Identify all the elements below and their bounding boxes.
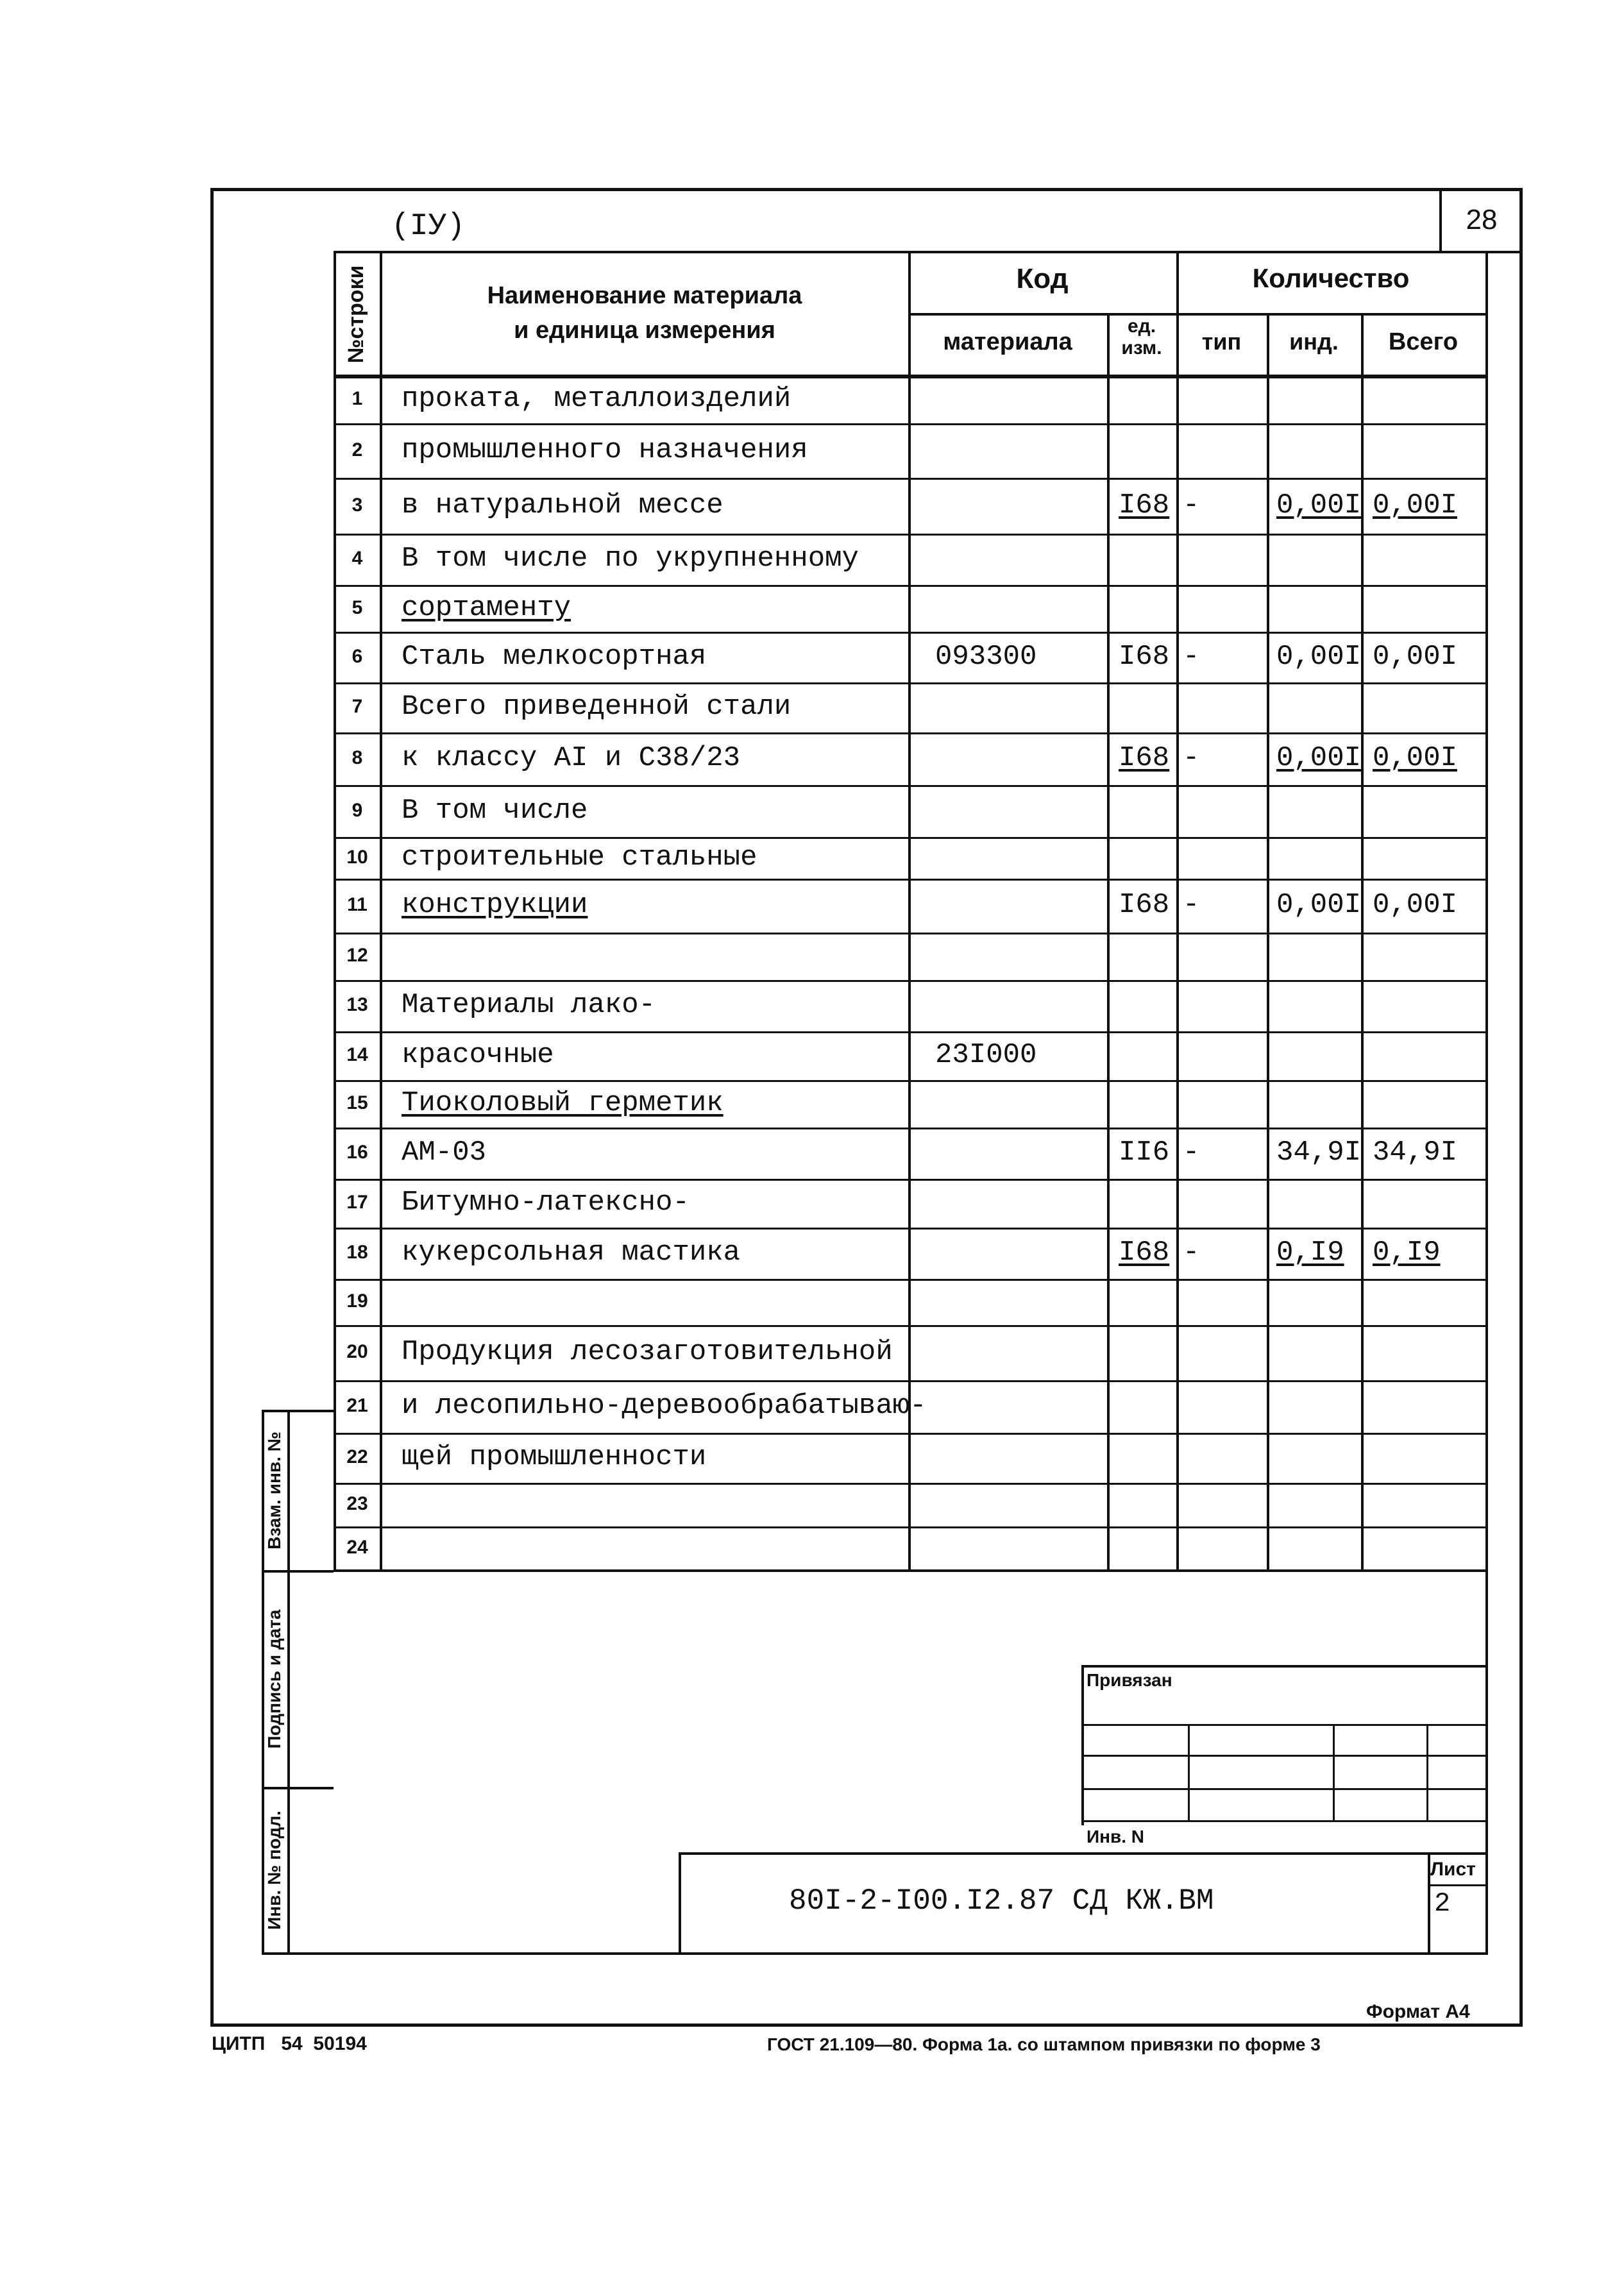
unit-code: II6 (1119, 1136, 1170, 1169)
row-number: 9 (351, 800, 363, 821)
unit-code: I68 (1119, 889, 1170, 921)
stamp-main-left (679, 1852, 681, 1952)
material-code: 093300 (935, 641, 1037, 673)
row-line (334, 785, 1488, 787)
qty-total: 0,00I (1373, 641, 1458, 673)
material-name: проката, металлоизделий (402, 383, 791, 415)
table-right-border (1485, 251, 1488, 1954)
footer-gost: ГОСТ 21.109—80. Форма 1а. со штампом привязки по форме 3 (767, 2034, 1321, 2054)
row-line (334, 1080, 1488, 1082)
unit-code: I68 (1119, 1237, 1170, 1269)
row-number: 8 (351, 747, 363, 768)
side-stamp-podpis: Подпись и дата (264, 1609, 284, 1749)
header-quantity: Количество (1252, 263, 1410, 293)
qty-type: - (1183, 1237, 1200, 1269)
qty-total: 34,9I (1373, 1136, 1458, 1169)
page-number: 28 (1466, 204, 1498, 235)
material-name: промышленного назначения (402, 434, 808, 466)
side-stamp-vzam: Взам. инв. № (264, 1432, 284, 1550)
row-number: 4 (351, 548, 363, 569)
row-number: 6 (351, 646, 363, 667)
header-qty-type: тип (1201, 328, 1242, 355)
row-line (334, 837, 1488, 839)
material-name: Битумно-латексно- (402, 1187, 689, 1219)
stamp-vline-3 (1426, 1724, 1428, 1820)
row-number: 7 (351, 696, 363, 717)
row-number: 11 (347, 894, 368, 915)
row-line (334, 980, 1488, 982)
unit-code: I68 (1119, 742, 1170, 774)
row-line (334, 1526, 1488, 1528)
row-number: 13 (346, 994, 368, 1015)
stamp-inv-label: Инв. N (1087, 1827, 1145, 1846)
side-stamp-line-1 (262, 1570, 334, 1573)
header-code-unit: ед. изм. (1121, 316, 1162, 359)
header-code-material: материала (943, 328, 1072, 355)
qty-ind: 0,00I (1276, 742, 1362, 774)
row-line (334, 682, 1488, 684)
qty-type: - (1183, 641, 1200, 673)
header-row-number: №строки (344, 265, 368, 364)
row-number: 17 (346, 1192, 368, 1213)
unit-code: I68 (1119, 489, 1170, 521)
header-mid-line (908, 313, 1488, 316)
row-number: 1 (351, 388, 363, 409)
qty-ind: 34,9I (1276, 1136, 1362, 1169)
document-code: 80I-2-I00.I2.87 СД КЖ.ВМ (789, 1884, 1214, 1918)
row-line (334, 585, 1488, 587)
row-number: 19 (346, 1290, 368, 1312)
stamp-bottom (334, 1952, 1488, 1955)
row-line (334, 534, 1488, 536)
material-name: Материалы лако- (402, 989, 656, 1021)
stamp-line-4 (1081, 1820, 1488, 1822)
side-stamp-inner (287, 1410, 290, 1955)
material-name: красочные (402, 1039, 554, 1071)
material-name: В том числе по укрупненному (402, 543, 859, 575)
material-name: строительные стальные (402, 841, 757, 874)
row-line (334, 1279, 1488, 1281)
row-number: 16 (346, 1142, 368, 1163)
col-divider-name (908, 251, 911, 1569)
material-name: сортаменту (402, 592, 571, 624)
section-marker: (IУ) (391, 209, 466, 244)
material-name: В том числе (402, 795, 588, 827)
qty-type: - (1183, 742, 1200, 774)
row-number: 10 (346, 847, 368, 868)
col-divider-unit (1176, 251, 1179, 1569)
page-number-divider (1439, 188, 1442, 252)
row-number: 18 (346, 1242, 368, 1263)
qty-type: - (1183, 489, 1200, 521)
header-name-line2: и единица измерения (514, 317, 775, 344)
row-number: 2 (351, 439, 363, 461)
stamp-vline-2 (1333, 1724, 1335, 1820)
row-line (334, 478, 1488, 480)
row-line (334, 1483, 1488, 1485)
side-stamp-top (262, 1410, 334, 1412)
qty-type: - (1183, 889, 1200, 921)
row-number: 20 (346, 1341, 368, 1362)
row-number: 21 (346, 1395, 368, 1416)
row-number: 3 (351, 494, 363, 516)
row-line (334, 732, 1488, 734)
row-line (334, 632, 1488, 634)
stamp-privyazan-label: Привязан (1087, 1670, 1172, 1690)
sheet-label: Лист (1430, 1859, 1476, 1880)
material-name: конструкции (402, 889, 588, 921)
header-code: Код (1016, 263, 1069, 294)
material-name: кукерсольная мастика (402, 1237, 741, 1269)
stamp-sheet-line (1428, 1884, 1488, 1886)
row-number: 14 (346, 1044, 368, 1065)
qty-ind: 0,I9 (1276, 1237, 1344, 1269)
row-line (334, 933, 1488, 934)
qty-total: 0,I9 (1373, 1237, 1441, 1269)
side-stamp-inv-podl: Инв. № подл. (264, 1811, 284, 1930)
row-line (334, 1325, 1488, 1327)
footer-format: Формат А4 (1366, 2001, 1470, 2022)
qty-ind: 0,00I (1276, 641, 1362, 673)
row-number: 5 (351, 597, 363, 618)
qty-ind: 0,00I (1276, 489, 1362, 521)
row-line (334, 1031, 1488, 1033)
row-line (334, 1380, 1488, 1382)
qty-ind: 0,00I (1276, 889, 1362, 921)
header-bottom-line (334, 375, 1488, 378)
row-line (334, 1433, 1488, 1435)
row-line (334, 1128, 1488, 1129)
header-qty-ind: инд. (1289, 328, 1339, 355)
header-name: Наименование материала (487, 282, 802, 309)
material-name: щей промышленности (402, 1441, 707, 1473)
row-line (334, 1228, 1488, 1229)
material-name: Тиоколовый герметик (402, 1087, 723, 1119)
table-top-border (334, 251, 1488, 253)
material-name: в натуральной мессе (402, 489, 723, 521)
row-line (334, 879, 1488, 881)
qty-total: 0,00I (1373, 742, 1458, 774)
unit-code: I68 (1119, 641, 1170, 673)
sheet-number: 2 (1434, 1888, 1451, 1919)
qty-type: - (1183, 1136, 1200, 1169)
material-name: и лесопильно-деревообрабатываю- (402, 1390, 927, 1422)
row-line (334, 423, 1488, 425)
footer-left: ЦИТП 54 50194 (212, 2033, 367, 2054)
qty-total: 0,00I (1373, 489, 1458, 521)
stamp-privyazan-left (1081, 1665, 1084, 1825)
material-name: Всего приведенной стали (402, 691, 791, 723)
material-name: к классу AI и С38/23 (402, 742, 741, 774)
row-number: 15 (346, 1092, 368, 1113)
row-number: 23 (346, 1493, 368, 1514)
row-line (334, 1569, 1488, 1572)
qty-total: 0,00I (1373, 889, 1458, 921)
material-code: 23I000 (935, 1039, 1037, 1071)
stamp-privyazan-top (1081, 1665, 1488, 1668)
material-name: Сталь мелкосортная (402, 641, 707, 673)
row-number: 12 (346, 945, 368, 966)
header-qty-total: Всего (1388, 328, 1459, 355)
row-line (334, 1179, 1488, 1181)
row-number: 24 (346, 1537, 368, 1558)
stamp-main-top (679, 1852, 1488, 1855)
material-name: Продукция лесозаготовительной (402, 1336, 893, 1368)
material-name: АМ-03 (402, 1136, 487, 1169)
stamp-vline-1 (1188, 1724, 1190, 1820)
row-number: 22 (346, 1446, 368, 1467)
col-divider-rownum (380, 251, 382, 1569)
